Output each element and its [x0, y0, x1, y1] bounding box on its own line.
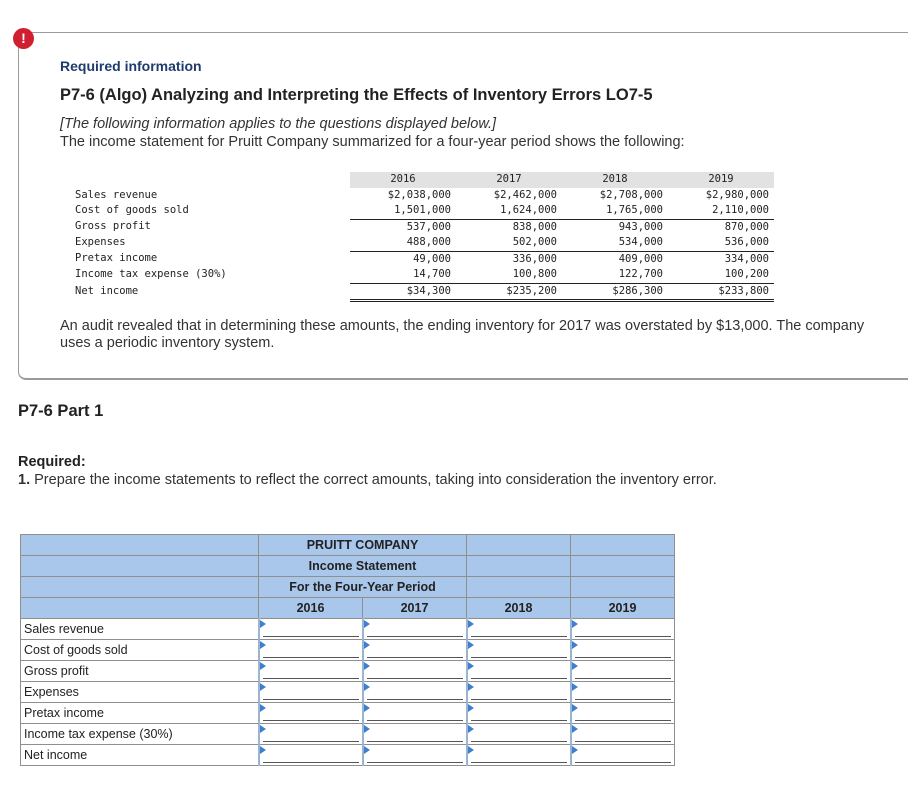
- given-cell: $233,800: [668, 283, 774, 301]
- given-row-expenses: [70, 235, 774, 251]
- answer-input[interactable]: [364, 660, 470, 682]
- input-cell-cogs-2019[interactable]: [571, 640, 675, 661]
- given-year-2017: 2017: [456, 172, 562, 188]
- given-cell: 943,000: [618, 220, 663, 233]
- given-year-header-row: [70, 172, 774, 188]
- input-cell-sales-revenue-2017[interactable]: [363, 619, 467, 640]
- input-cell-expenses-2019[interactable]: [571, 682, 675, 703]
- problem-title: P7-6 (Algo) Analyzing and Interpreting the Effects of Inventory Errors LO7-5: [60, 86, 653, 104]
- given-row-cost-of-goods-sold: [70, 203, 774, 219]
- given-cell: $235,200: [456, 283, 562, 301]
- answer-input[interactable]: [364, 681, 470, 703]
- answer-input[interactable]: [572, 723, 679, 745]
- answer-input[interactable]: [468, 744, 574, 766]
- given-cell: 100,800: [456, 267, 562, 283]
- alert-icon: !: [13, 28, 34, 49]
- given-cell: $34,300: [350, 283, 456, 301]
- answer-input[interactable]: [260, 639, 366, 661]
- given-cell: 1,624,000: [456, 203, 562, 219]
- answer-row-label: Gross profit: [21, 661, 259, 682]
- answer-row-income-tax-expense: [21, 724, 675, 745]
- given-year-2018: 2018: [562, 172, 668, 188]
- given-row-label: Expenses: [75, 236, 126, 249]
- answer-row-label: Income tax expense (30%): [21, 724, 259, 745]
- required-number: 1.: [18, 472, 31, 488]
- answer-row-label: Expenses: [21, 682, 259, 703]
- answer-company-row: [21, 535, 675, 556]
- given-row-label: Net income: [75, 285, 139, 297]
- input-cell-income-tax-2019[interactable]: [571, 724, 675, 745]
- given-cell: 49,000: [413, 252, 451, 265]
- answer-row-gross-profit: [21, 661, 675, 682]
- input-cell-net-income-2016[interactable]: [259, 745, 363, 766]
- answer-year-2016: 2016: [259, 598, 363, 619]
- given-income-statement: [70, 172, 774, 302]
- given-cell: 1,501,000: [350, 203, 456, 219]
- answer-input[interactable]: [468, 723, 574, 745]
- given-row-income-tax-expense: [70, 267, 774, 283]
- answer-input[interactable]: [260, 618, 366, 640]
- answer-input[interactable]: [260, 723, 366, 745]
- answer-row-cost-of-goods-sold: [21, 640, 675, 661]
- answer-input[interactable]: [572, 639, 679, 661]
- answer-input[interactable]: [468, 639, 574, 661]
- given-cell: 409,000: [618, 252, 663, 265]
- answer-input[interactable]: [468, 618, 574, 640]
- intro-text: The income statement for Pruitt Company summarized for a four-year period shows the following:: [60, 134, 685, 150]
- given-row-label: Cost of goods sold: [75, 204, 189, 217]
- given-cell: 1,765,000: [562, 203, 668, 219]
- answer-input[interactable]: [572, 618, 679, 640]
- input-cell-cogs-2018[interactable]: [467, 640, 571, 661]
- input-cell-sales-revenue-2019[interactable]: [571, 619, 675, 640]
- answer-period-row: [21, 577, 675, 598]
- input-cell-sales-revenue-2016[interactable]: [259, 619, 363, 640]
- required-label: Required:: [18, 454, 86, 470]
- answer-input[interactable]: [260, 744, 366, 766]
- input-cell-pretax-income-2016[interactable]: [259, 703, 363, 724]
- answer-input[interactable]: [260, 681, 366, 703]
- answer-period: For the Four-Year Period: [259, 577, 467, 598]
- answer-year-header-row: [21, 598, 675, 619]
- answer-row-label: Pretax income: [21, 703, 259, 724]
- answer-input[interactable]: [260, 660, 366, 682]
- answer-input[interactable]: [468, 660, 574, 682]
- input-cell-cogs-2016[interactable]: [259, 640, 363, 661]
- input-cell-gross-profit-2019[interactable]: [571, 661, 675, 682]
- answer-input[interactable]: [364, 744, 470, 766]
- answer-input[interactable]: [364, 702, 470, 724]
- input-cell-net-income-2018[interactable]: [467, 745, 571, 766]
- input-cell-expenses-2017[interactable]: [363, 682, 467, 703]
- given-cell: 534,000: [562, 235, 668, 251]
- given-cell: $2,708,000: [599, 188, 663, 201]
- given-cell: 537,000: [406, 220, 451, 233]
- given-cell: 838,000: [512, 220, 557, 233]
- given-cell: 14,700: [350, 267, 456, 283]
- given-year-2019: 2019: [668, 172, 774, 188]
- answer-row-expenses: [21, 682, 675, 703]
- given-cell: 870,000: [724, 220, 769, 233]
- answer-row-sales-revenue: [21, 619, 675, 640]
- input-cell-gross-profit-2018[interactable]: [467, 661, 571, 682]
- given-cell: 502,000: [456, 235, 562, 251]
- input-cell-net-income-2017[interactable]: [363, 745, 467, 766]
- answer-input[interactable]: [572, 660, 679, 682]
- input-cell-net-income-2019[interactable]: [571, 745, 675, 766]
- input-cell-cogs-2017[interactable]: [363, 640, 467, 661]
- input-cell-income-tax-2016[interactable]: [259, 724, 363, 745]
- answer-row-label: Cost of goods sold: [21, 640, 259, 661]
- given-row-pretax-income: [70, 251, 774, 267]
- input-cell-pretax-income-2019[interactable]: [571, 703, 675, 724]
- given-cell: $286,300: [562, 283, 668, 301]
- answer-input[interactable]: [572, 681, 679, 703]
- answer-input[interactable]: [364, 639, 470, 661]
- input-cell-gross-profit-2016[interactable]: [259, 661, 363, 682]
- answer-company-name: PRUITT COMPANY: [259, 535, 467, 556]
- answer-input[interactable]: [468, 702, 574, 724]
- input-cell-sales-revenue-2018[interactable]: [467, 619, 571, 640]
- answer-input[interactable]: [468, 681, 574, 703]
- answer-year-2017: 2017: [363, 598, 467, 619]
- part-title: P7-6 Part 1: [18, 402, 104, 420]
- input-cell-pretax-income-2018[interactable]: [467, 703, 571, 724]
- answer-row-pretax-income: [21, 703, 675, 724]
- input-cell-expenses-2018[interactable]: [467, 682, 571, 703]
- given-cell: 2,110,000: [668, 203, 774, 219]
- answer-statement-row: [21, 556, 675, 577]
- given-cell: 122,700: [562, 267, 668, 283]
- answer-input[interactable]: [260, 702, 366, 724]
- answer-income-statement: [20, 534, 675, 766]
- answer-statement-name: Income Statement: [259, 556, 467, 577]
- audit-text: An audit revealed that in determining these amounts, the ending inventory for 2017 was overstated by $13,000. The company uses a periodic inventory system.: [60, 318, 865, 351]
- given-cell: 488,000: [350, 235, 456, 251]
- given-cell: 334,000: [724, 252, 769, 265]
- given-row-net-income: [70, 283, 774, 301]
- given-row-label: Sales revenue: [75, 188, 158, 201]
- answer-year-2018: 2018: [467, 598, 571, 619]
- input-cell-expenses-2016[interactable]: [259, 682, 363, 703]
- given-row-label: Pretax income: [75, 252, 158, 265]
- given-cell: 336,000: [512, 252, 557, 265]
- given-cell: $2,462,000: [493, 188, 557, 201]
- answer-row-label: Net income: [21, 745, 259, 766]
- given-cell: $2,038,000: [387, 188, 451, 201]
- required-instruction: [18, 472, 717, 488]
- given-row-label: Income tax expense (30%): [75, 268, 227, 281]
- given-cell: 536,000: [668, 235, 774, 251]
- input-cell-income-tax-2018[interactable]: [467, 724, 571, 745]
- input-cell-income-tax-2017[interactable]: [363, 724, 467, 745]
- given-row-sales-revenue: [70, 188, 774, 204]
- answer-year-2019: 2019: [571, 598, 675, 619]
- given-cell: 100,200: [668, 267, 774, 283]
- answer-input[interactable]: [364, 723, 470, 745]
- answer-input[interactable]: [572, 744, 679, 766]
- given-cell: $2,980,000: [705, 188, 769, 201]
- required-information-heading: Required information: [60, 58, 202, 74]
- given-row-gross-profit: [70, 219, 774, 235]
- given-row-label: Gross profit: [75, 220, 151, 233]
- given-year-2016: 2016: [350, 172, 456, 188]
- answer-row-label: Sales revenue: [21, 619, 259, 640]
- input-cell-pretax-income-2017[interactable]: [363, 703, 467, 724]
- answer-input[interactable]: [572, 702, 679, 724]
- applies-note: [The following information applies to the questions displayed below.]: [60, 116, 497, 132]
- answer-row-net-income: [21, 745, 675, 766]
- answer-input[interactable]: [364, 618, 470, 640]
- required-instruction-text: Prepare the income statements to reflect the correct amounts, taking into consideration the inventory error.: [34, 472, 717, 488]
- input-cell-gross-profit-2017[interactable]: [363, 661, 467, 682]
